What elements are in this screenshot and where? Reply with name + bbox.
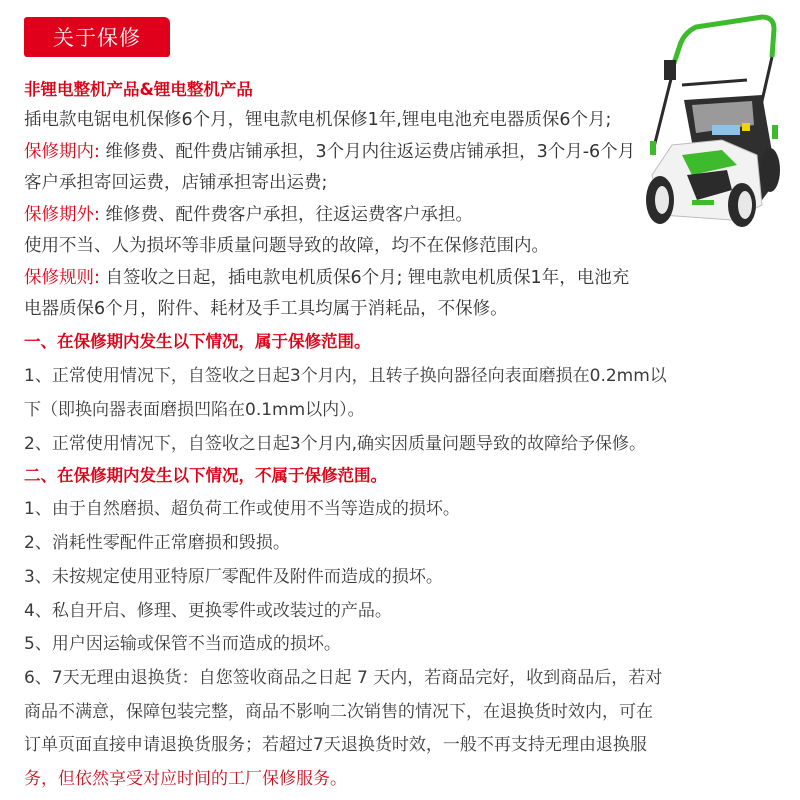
section2-item: 订单页面直接申请退换货服务；若超过7天退换货时效，一般不再支持无理由退换服: [24, 735, 647, 755]
section2-item: 2、消耗性零配件正常磨损和毁损。: [24, 533, 290, 553]
misuse-line: 使用不当、人为损坏等非质量问题导致的故障，均不在保修范围内。: [24, 236, 549, 256]
out-warranty-line: [24, 203, 473, 227]
in-warranty-line-1: [24, 140, 635, 164]
intro-title: 非锂电整机产品&锂电整机产品: [24, 80, 253, 99]
about-warranty-badge: 关于保修: [24, 17, 170, 57]
section2-item: 3、未按规定使用亚特原厂零配件及附件而造成的损坏。: [24, 567, 443, 587]
section1-item: 1、正常使用情况下，自签收之日起3个月内，且转子换向器径向表面磨损在0.2mm以: [24, 366, 667, 386]
section1-item: 2、正常使用情况下，自签收之日起3个月内,确实因质量问题导致的故障给予保修。: [24, 434, 647, 454]
out-warranty-label: 保修期外:: [24, 205, 100, 225]
out-warranty-text: 维修费、配件费客户承担，往返运费客户承担。: [99, 205, 473, 225]
section2-final-line: 务，但依然享受对应时间的工厂保修服务。: [24, 769, 347, 789]
in-warranty-label: 保修期内:: [24, 142, 100, 162]
section2-item: 5、用户因运输或保管不当而造成的损坏。: [24, 634, 341, 654]
intro-line: 插电款电锯电机保修6个月，锂电款电机保修1年,锂电电池充电器质保6个月;: [24, 110, 612, 130]
rules-line-1: [24, 266, 629, 290]
section2-item: 4、私自开启、修理、更换零件或改装过的产品。: [24, 601, 392, 621]
lawn-mower-product-image: [612, 5, 792, 230]
rules-label: 保修规则:: [24, 268, 100, 288]
in-warranty-line-2: 客户承担寄回运费，店铺承担寄出运费;: [24, 173, 328, 193]
section2-item: 6、7天无理由退换货：自您签收商品之日起 7 天内，若商品完好，收到商品后，若对: [24, 668, 663, 688]
in-warranty-text: 维修费、配件费店铺承担，3个月内往返运费店铺承担，3个月-6个月: [99, 142, 636, 162]
section1-item: 下（即换向器表面磨损凹陷在0.1mm以内）。: [24, 400, 365, 420]
rules-line-2: 电器质保6个月，附件、耗材及手工具均属于消耗品，不保修。: [24, 299, 508, 319]
rules-text: 自签收之日起，插电款电机质保6个月; 锂电款电机质保1年，电池充: [99, 268, 630, 288]
section1-title: 一、在保修期内发生以下情况，属于保修范围。: [24, 332, 371, 351]
section2-item: 商品不满意，保障包装完整，商品不影响二次销售的情况下，在退换货时效内，可在: [24, 702, 653, 722]
section2-title: 二、在保修期内发生以下情况，不属于保修范围。: [24, 466, 387, 485]
section2-item: 1、由于自然磨损、超负荷工作或使用不当等造成的损坏。: [24, 499, 460, 519]
